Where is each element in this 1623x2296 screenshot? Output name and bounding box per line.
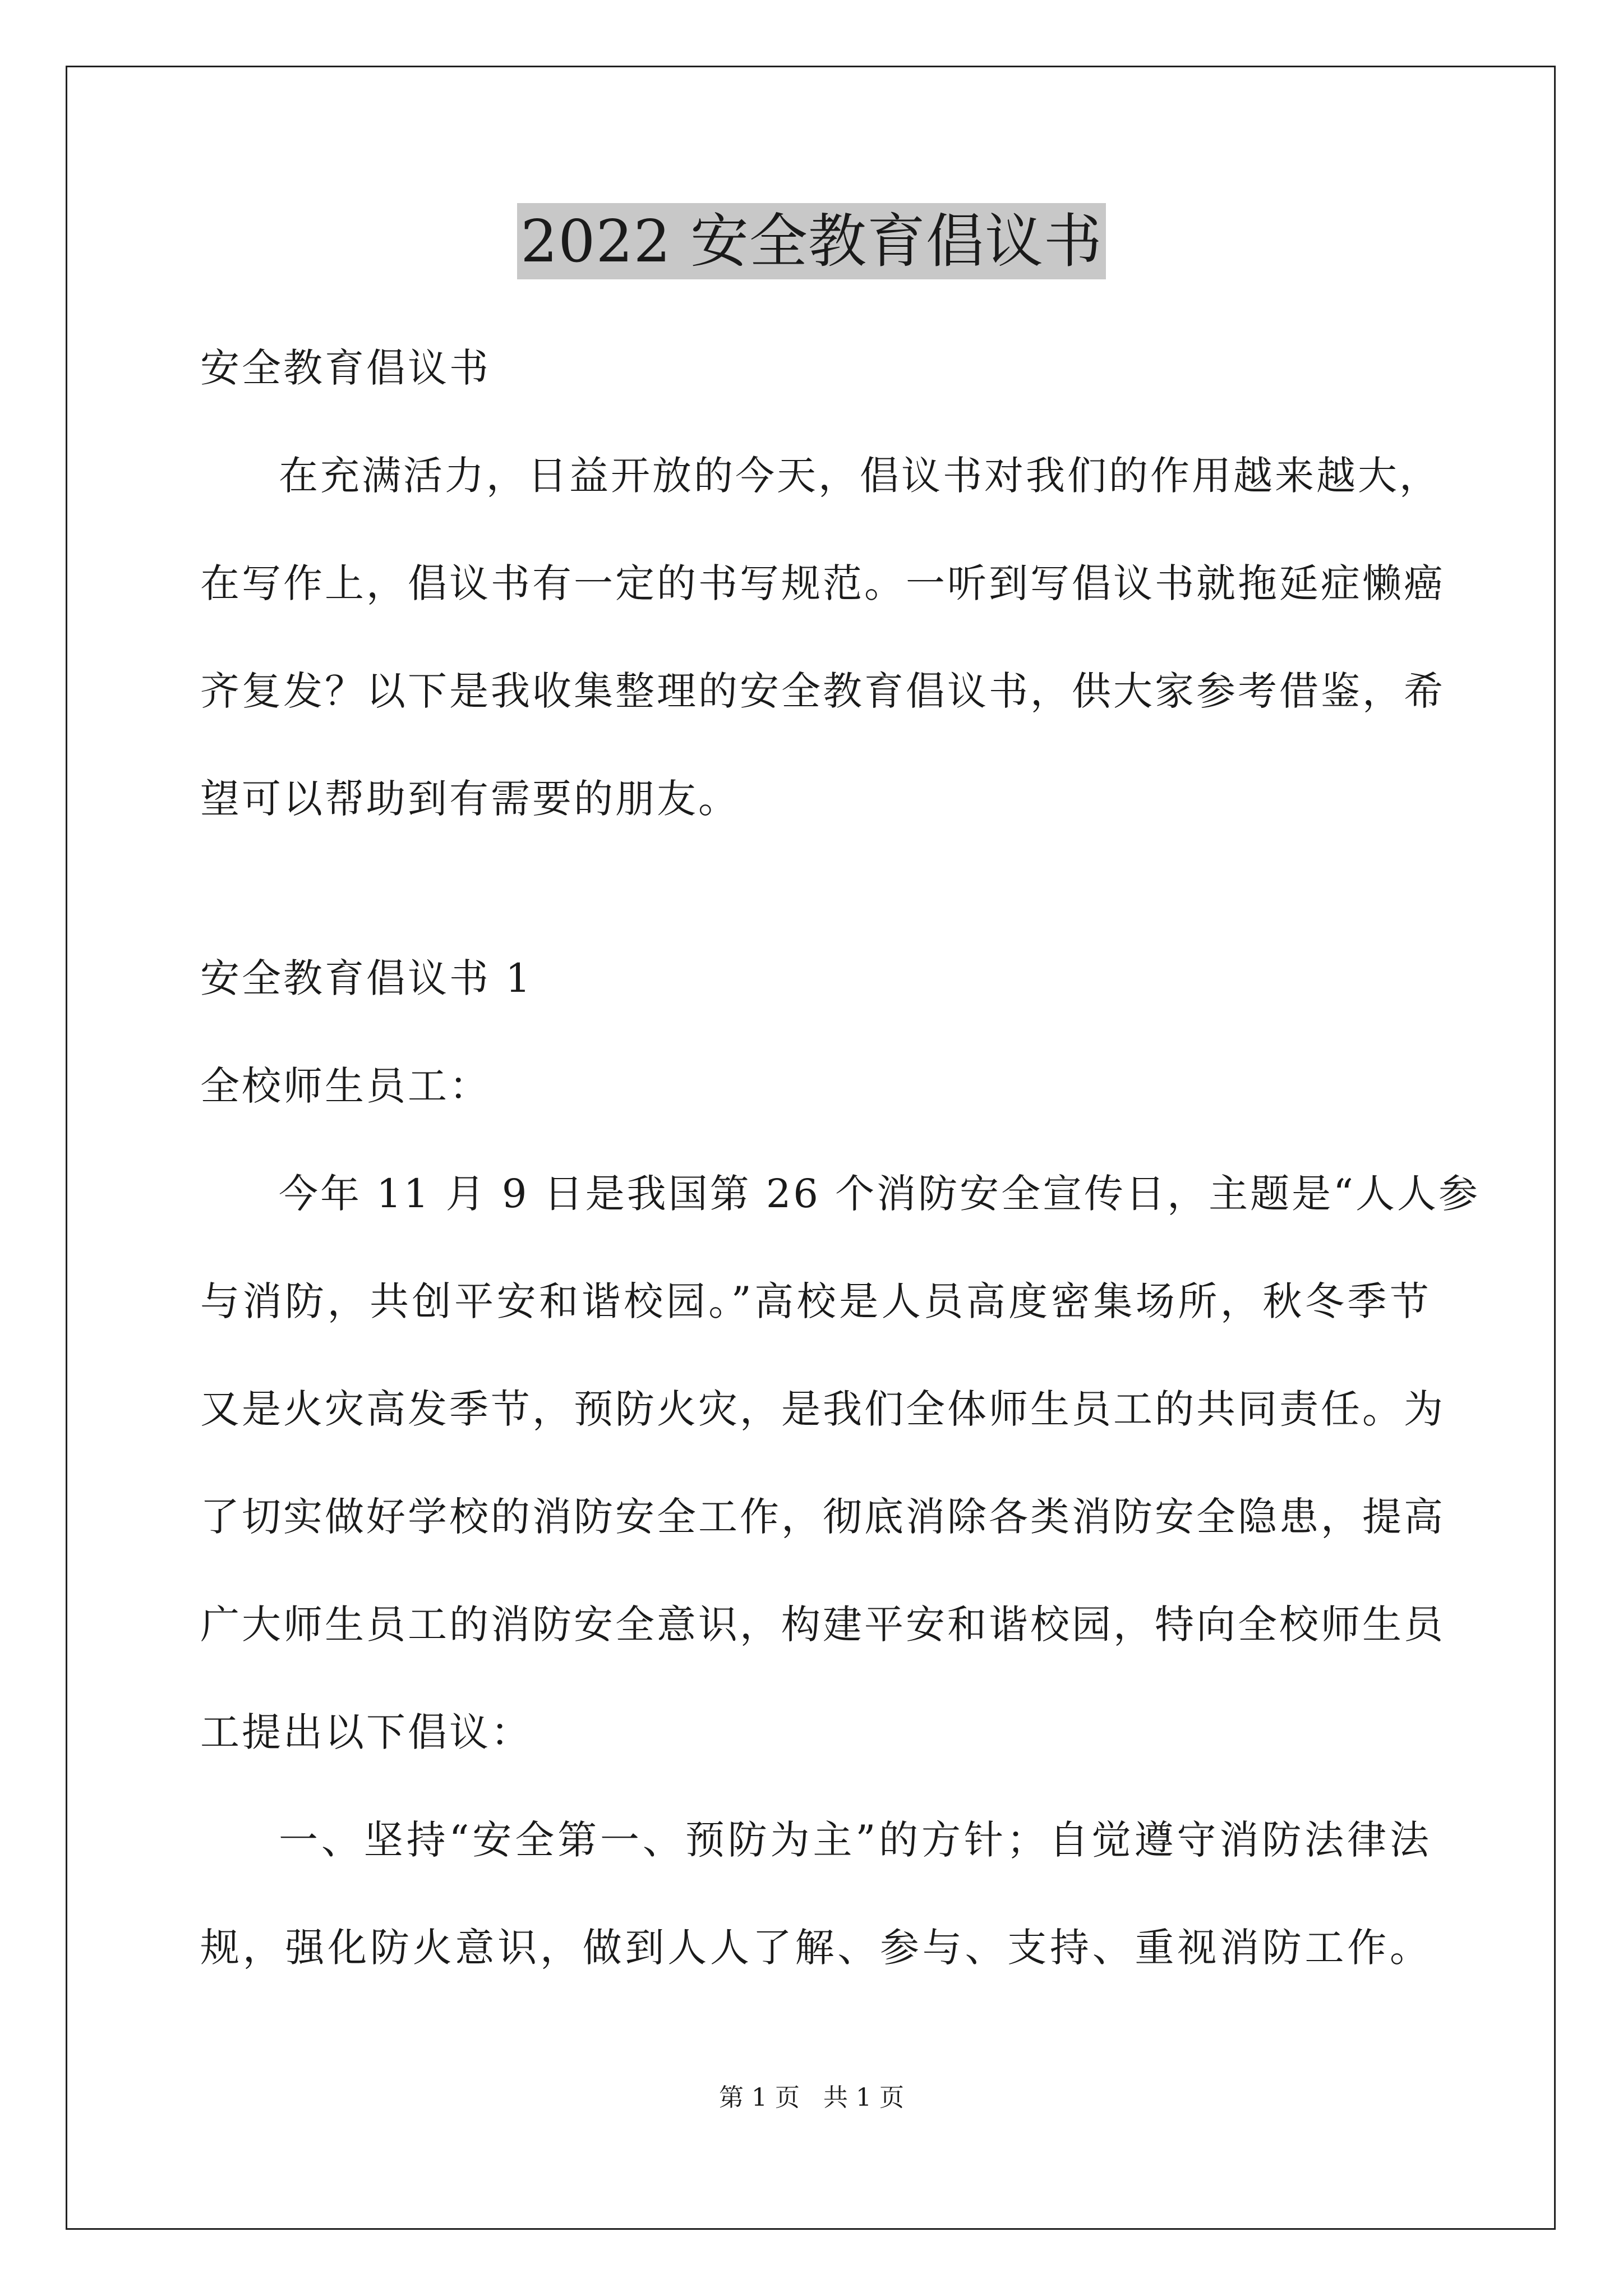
document-body <box>200 314 1480 2001</box>
paragraph-line: 一、坚持“安全第一、预防为主”的方针；自觉遵守消防法律法 <box>279 1817 1431 1863</box>
salutation: 全校师生员工： <box>200 1063 491 1109</box>
document-heading: 安全教育倡议书 <box>200 345 491 391</box>
paragraph-line: 工提出以下倡议： <box>200 1709 532 1755</box>
paragraph-line: 了切实做好学校的消防安全工作，彻底消除各类消防安全隐患，提高 <box>200 1494 1445 1540</box>
intro-line: 望可以帮助到有需要的朋友。 <box>200 776 740 822</box>
intro-line: 在充满活力，日益开放的今天，倡议书对我们的作用越来越大， <box>279 453 1441 499</box>
paragraph-gap <box>200 853 1431 924</box>
page-number: 第 1 页 <box>719 2083 800 2112</box>
title-container <box>0 203 1623 279</box>
intro-line: 在写作上，倡议书有一定的书写规范。一听到写倡议书就拖延症懒癌 <box>200 560 1445 606</box>
document-title: 2022 安全教育倡议书 <box>517 203 1106 279</box>
page-total: 共 1 页 <box>823 2083 904 2112</box>
paragraph-line: 规，强化防火意识，做到人人了解、参与、支持、重视消防工作。 <box>200 1925 1431 1971</box>
page-footer <box>0 2081 1623 2115</box>
paragraph-line: 与消防，共创平安和谐校园。”高校是人员高度密集场所，秋冬季节 <box>200 1278 1431 1324</box>
section-title: 安全教育倡议书 1 <box>200 955 533 1001</box>
paragraph-line: 广大师生员工的消防安全意识，构建平安和谐校园，特向全校师生员 <box>200 1602 1445 1648</box>
intro-line: 齐复发？以下是我收集整理的安全教育倡议书，供大家参考借鉴，希 <box>200 668 1445 714</box>
paragraph-line: 今年 11 月 9 日是我国第 26 个消防安全宣传日，主题是“人人参 <box>279 1171 1480 1217</box>
paragraph-line: 又是火灾高发季节，预防火灾，是我们全体师生员工的共同责任。为 <box>200 1386 1445 1432</box>
